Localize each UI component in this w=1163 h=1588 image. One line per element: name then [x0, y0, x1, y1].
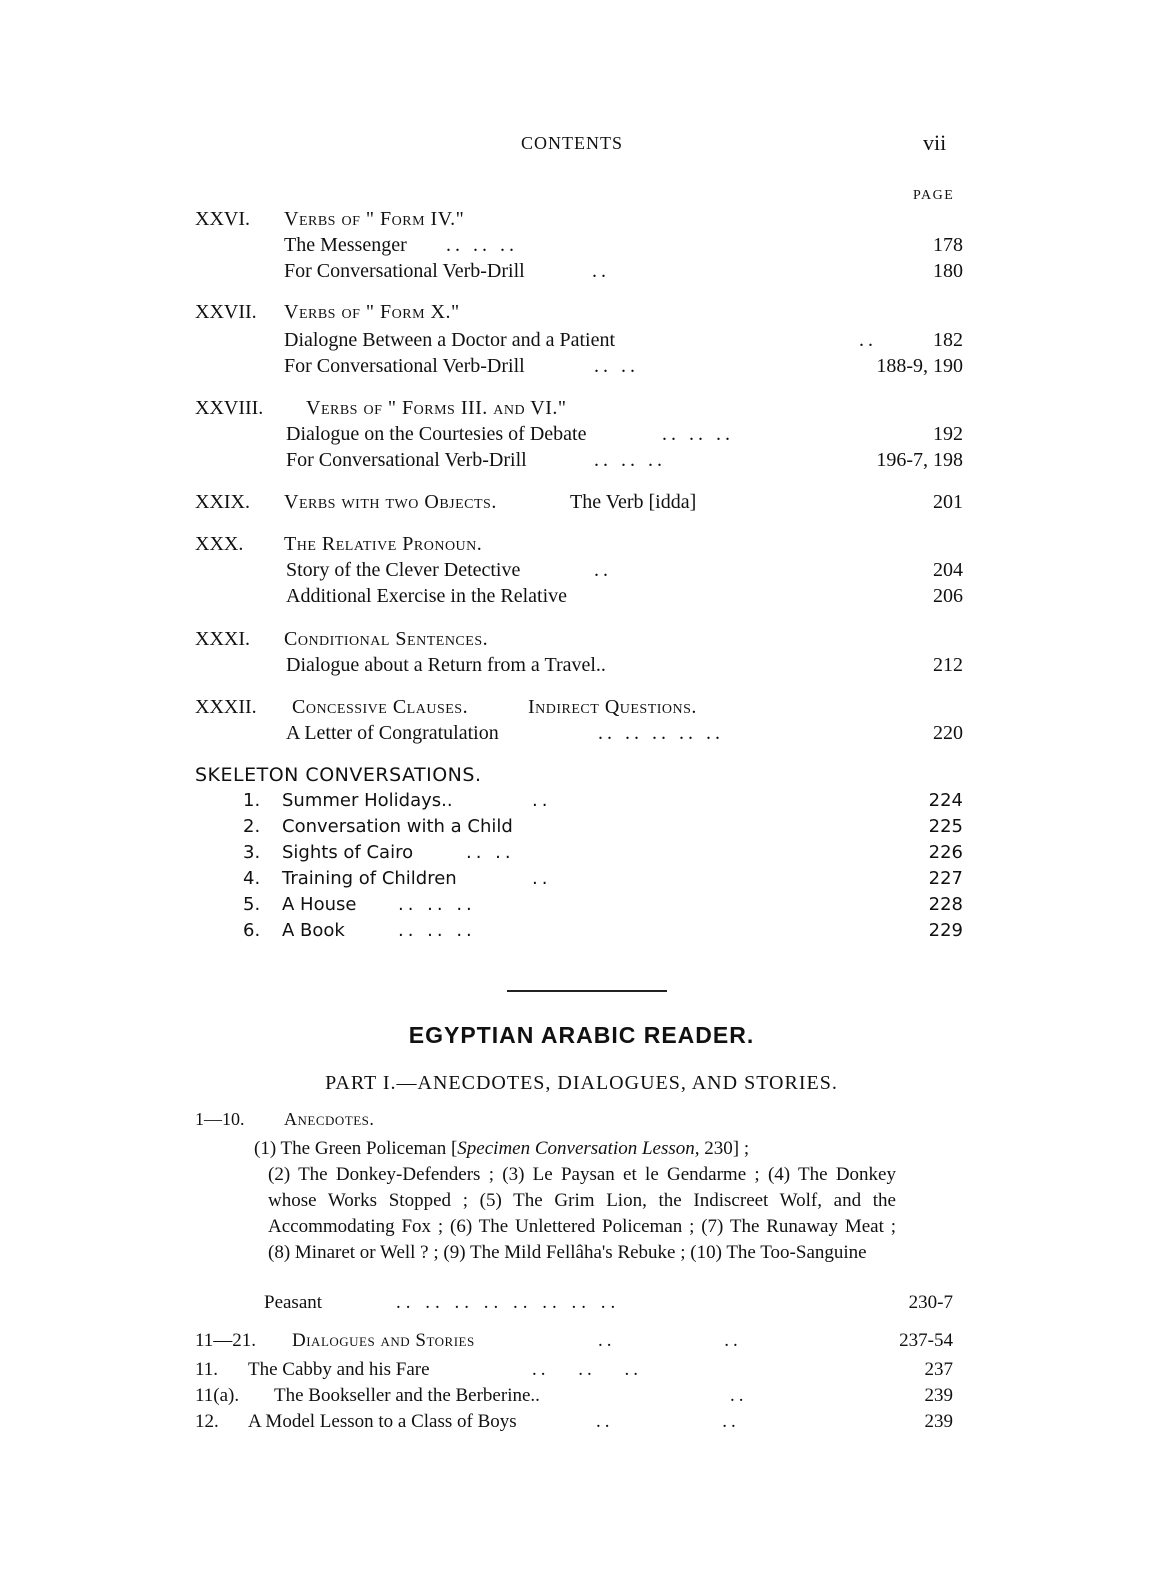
toc-entry: [0, 232, 1163, 258]
skeleton-item: [0, 918, 1163, 944]
chapter-heading: Concessive Clauses.: [292, 696, 469, 718]
part-title: PART I.—ANECDOTES, DIALOGUES, AND STORIES.: [325, 1072, 838, 1094]
dot-leaders: .. .. .. .. ..: [598, 722, 724, 744]
page-number: vii: [923, 130, 947, 155]
dot-leaders: .. ..: [598, 1330, 742, 1351]
entry-page: 204: [933, 559, 963, 581]
item-title: A Book: [282, 920, 345, 941]
item-number: 6.: [243, 920, 261, 941]
dialogue-number: 12.: [195, 1411, 219, 1432]
entry-page: 206: [933, 585, 963, 607]
skeleton-item: [0, 814, 1163, 840]
dialogue-title: The Bookseller and the Berberine..: [274, 1385, 540, 1406]
specimen-lesson-note: Specimen Conversation Lesson,: [457, 1138, 700, 1159]
toc-entry: [0, 720, 1163, 746]
chapter-heading-extra: Indirect Questions.: [528, 696, 697, 718]
dot-leaders: .. ..: [466, 842, 515, 863]
item-page: 225: [928, 816, 963, 837]
running-head: CONTENTS: [521, 133, 623, 153]
entry-title: For Conversational Verb-Drill: [284, 355, 525, 377]
chapter-numeral: XXXI.: [195, 628, 250, 650]
item-number: 4.: [243, 868, 261, 889]
toc-entry: [0, 327, 1163, 353]
item-title: Sights of Cairo: [282, 842, 414, 863]
chapter-heading-row: [0, 694, 1163, 720]
chapter-numeral: XXVII.: [195, 301, 257, 323]
entry-title: For Conversational Verb-Drill: [286, 449, 527, 471]
item-title: Conversation with a Child: [282, 816, 513, 837]
entry-title: Dialogne Between a Doctor and a Patient: [284, 329, 615, 351]
dialogue-title: The Cabby and his Fare: [248, 1359, 430, 1380]
toc-entry: [0, 421, 1163, 447]
skeleton-item: [0, 840, 1163, 866]
chapter-heading-row: [0, 626, 1163, 652]
reader-title: EGYPTIAN ARABIC READER.: [408, 1022, 755, 1048]
dialogue-entry: [0, 1357, 1163, 1383]
entry-title: The Messenger: [284, 234, 407, 256]
entry-title: Story of the Clever Detective: [286, 559, 521, 581]
dialogue-title: A Model Lesson to a Class of Boys: [248, 1411, 517, 1432]
item-page: 227: [928, 868, 963, 889]
item-page: 229: [928, 920, 963, 941]
chapter-heading-row: [0, 489, 1163, 515]
chapter-numeral: XXVIII.: [195, 397, 264, 419]
skeleton-heading-row: [0, 762, 1163, 788]
item-title: Summer Holidays..: [282, 790, 453, 811]
chapter-numeral: XXVI.: [195, 208, 250, 230]
dialogue-entry: [0, 1328, 1163, 1354]
anecdote-first-line: [254, 1136, 896, 1162]
dot-leaders: ..: [592, 260, 610, 282]
dialogue-page: 237: [924, 1359, 953, 1380]
dot-leaders: ..: [532, 868, 552, 889]
chapter-numeral: XXX.: [195, 533, 244, 555]
chapter-heading-row: [0, 531, 1163, 557]
chapter-heading: Verbs of " Forms III. and VI.": [306, 397, 567, 419]
dialogue-page: 239: [924, 1411, 953, 1432]
chapter-heading-row: [0, 299, 1163, 325]
entry-page: 212: [933, 654, 963, 676]
entry-page: 196-7, 198: [876, 449, 963, 471]
anecdotes-list: [254, 1136, 896, 1266]
dot-leaders: .. .. ..: [594, 449, 666, 471]
dot-leaders: ..: [859, 329, 877, 351]
skeleton-item: [0, 892, 1163, 918]
dot-leaders: .. .. ..: [446, 234, 518, 256]
entry-page: 182: [933, 329, 963, 351]
item-page: 226: [928, 842, 963, 863]
entry-page: 178: [933, 234, 963, 256]
chapter-numeral: XXIX.: [195, 491, 250, 513]
item-number: 2.: [243, 816, 261, 837]
entry-page: 192: [933, 423, 963, 445]
anecdote-last-word: Peasant: [264, 1292, 323, 1313]
anecdotes-page: 230-7: [908, 1292, 953, 1313]
dot-leaders: ..: [594, 559, 612, 581]
toc-entry: [0, 583, 1163, 609]
anecdote-item-1: (1) The Green Policeman [: [254, 1138, 458, 1159]
chapter-heading-row: [0, 206, 1163, 232]
dot-leaders: .. .. ..: [532, 1359, 642, 1380]
chapter-numeral: XXXII.: [195, 696, 257, 718]
dot-leaders: .. .. ..: [398, 894, 476, 915]
chapter-heading: Verbs of " Form X.": [284, 301, 460, 323]
entry-page: 188-9, 190: [876, 355, 963, 377]
item-number: 5.: [243, 894, 261, 915]
chapter-heading-extra: The Verb [idda]: [570, 491, 697, 513]
chapter-heading: The Relative Pronoun.: [284, 533, 483, 555]
dot-leaders: .. .. ..: [398, 920, 476, 941]
dot-leaders: ..: [532, 790, 552, 811]
chapter-heading: Verbs with two Objects.: [284, 491, 497, 513]
item-page: 224: [928, 790, 963, 811]
specimen-lesson-page: 230] ;: [699, 1138, 750, 1159]
entry-title: A Letter of Congratulation: [286, 722, 499, 744]
entry-title: Dialogue on the Courtesies of Debate: [286, 423, 587, 445]
skeleton-heading: SKELETON CONVERSATIONS.: [195, 764, 482, 786]
toc-entry: [0, 447, 1163, 473]
toc-entry: [0, 652, 1163, 678]
anecdotes-range: 1—10.: [195, 1109, 245, 1129]
toc-entry: [0, 258, 1163, 284]
entry-page: 180: [933, 260, 963, 282]
dot-leaders: .. .. ..: [662, 423, 734, 445]
dot-leaders: .. ..: [594, 355, 639, 377]
anecdotes-heading: Anecdotes.: [284, 1109, 375, 1129]
entry-title: Dialogue about a Return from a Travel..: [286, 654, 606, 676]
item-number: 3.: [243, 842, 261, 863]
toc-entry: [0, 557, 1163, 583]
chapter-heading-row: [0, 395, 1163, 421]
skeleton-item: [0, 788, 1163, 814]
anecdote-items-rest: (2) The Donkey-Defenders ; (3) Le Paysan et le Gendarme ; (4) The Donkey whose Works Stopped ; (5) The Grim Lion, the Indiscreet Wolf, and the Accommodating Fox ; (6) The Unlettered Policeman ; (7) The Runaway Meat ; (8) Minaret or Well ? ; (9) The Mild Fellâha's Rebuke ; (10) The Too-Sanguine: [268, 1164, 896, 1263]
page-column-label: PAGE: [913, 188, 955, 203]
dialogue-number: 11(a).: [195, 1385, 240, 1406]
dialogue-entry: [0, 1409, 1163, 1435]
toc-entry: [0, 353, 1163, 379]
item-page: 228: [928, 894, 963, 915]
dot-leaders: .. ..: [596, 1411, 740, 1432]
dot-leaders: ..: [730, 1385, 748, 1406]
dialogue-page: 239: [924, 1385, 953, 1406]
entry-title: For Conversational Verb-Drill: [284, 260, 525, 282]
chapter-heading: Conditional Sentences.: [284, 628, 489, 650]
entry-page: 220: [933, 722, 963, 744]
anecdotes-heading-row: [0, 1106, 1163, 1132]
section-divider: [507, 990, 667, 992]
item-title: Training of Children: [282, 868, 457, 889]
dialogue-entry: [0, 1383, 1163, 1409]
item-number: 1.: [243, 790, 261, 811]
skeleton-item: [0, 866, 1163, 892]
dialogue-number: 11.: [195, 1359, 219, 1380]
dot-leaders: .. .. .. .. .. .. .. ..: [396, 1292, 621, 1313]
item-title: A House: [282, 894, 357, 915]
chapter-heading: Verbs of " Form IV.": [284, 208, 465, 230]
entry-page: 201: [933, 491, 963, 513]
dialogue-page: 237-54: [899, 1330, 953, 1351]
dialogue-title: Dialogues and Stories: [292, 1330, 475, 1351]
entry-title: Additional Exercise in the Relative: [286, 585, 568, 607]
anecdotes-last-row: [0, 1290, 1163, 1316]
dialogue-number: 11—21.: [195, 1330, 257, 1351]
